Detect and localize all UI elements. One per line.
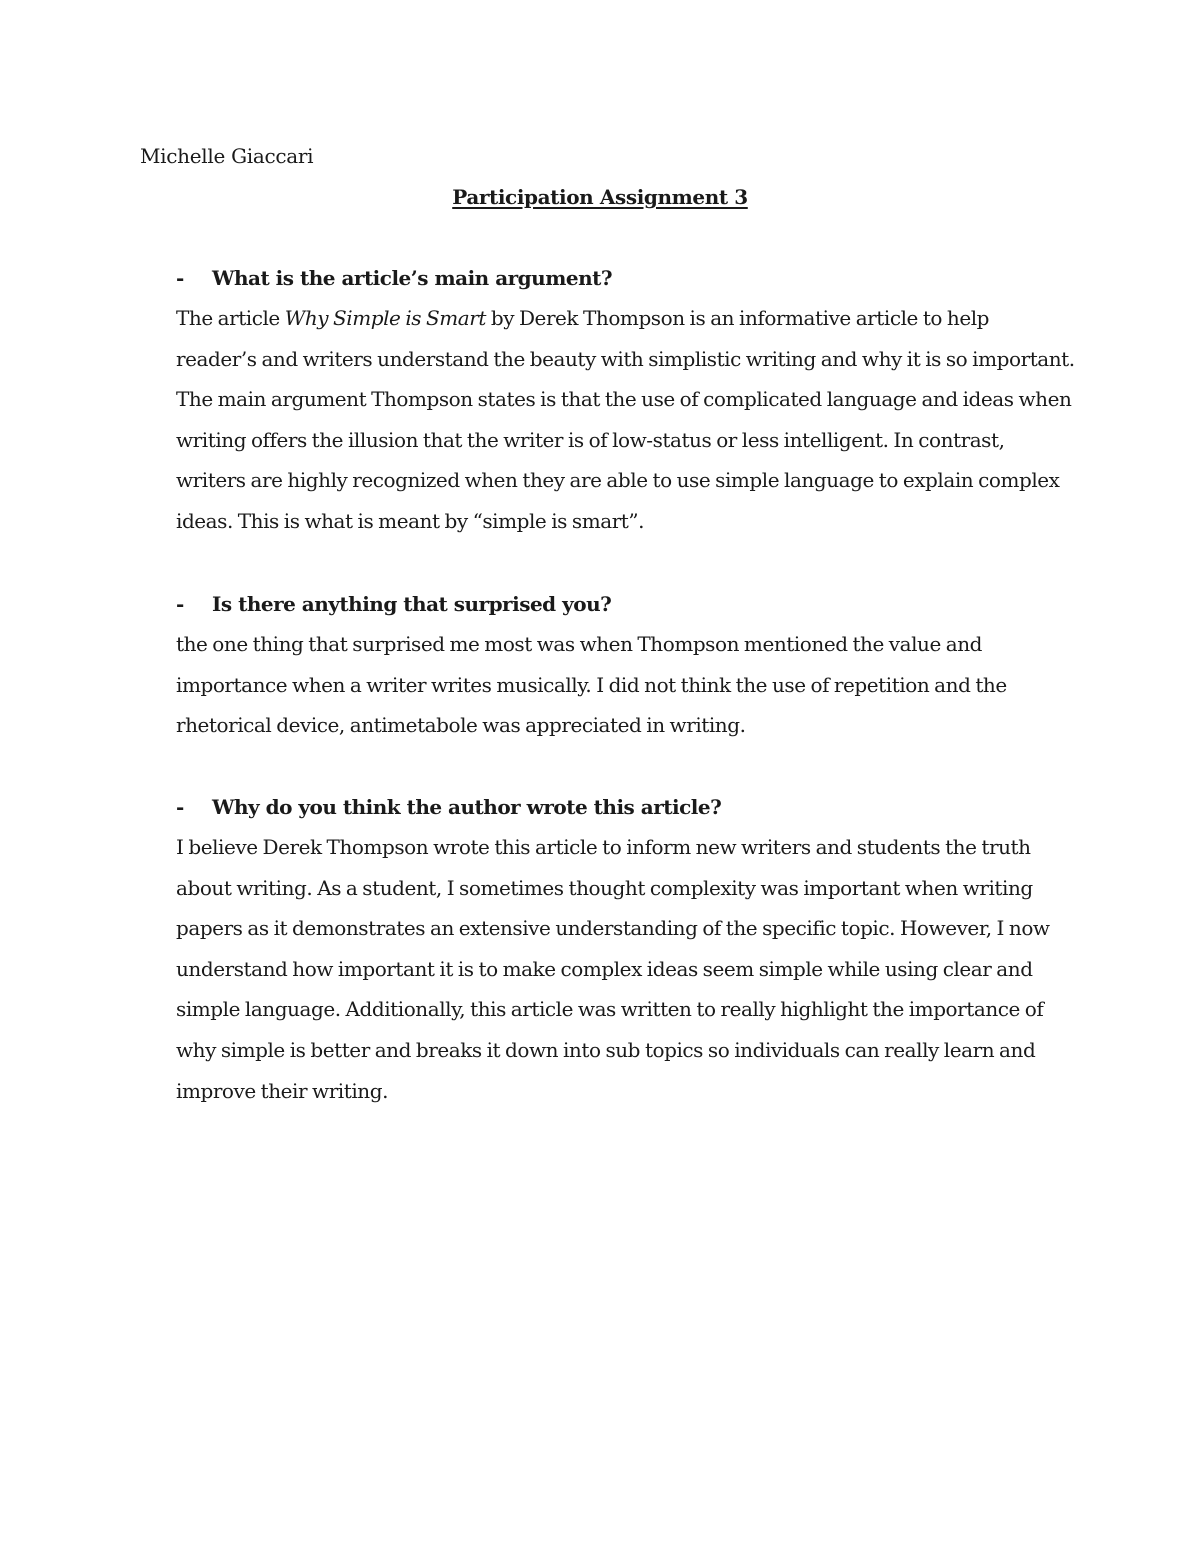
- answer-line: writers are highly recognized when they are able to use simple language to explain complex: [176, 468, 1060, 493]
- author-name: Michelle Giaccari: [140, 144, 314, 168]
- answer-line: simple language. Additionally, this article was written to really highlight the importance of: [176, 997, 1044, 1022]
- answer-line: ideas. This is what is meant by “simple is smart”.: [176, 508, 645, 533]
- bullet-dash: -: [176, 795, 184, 819]
- bullet-dash: -: [176, 592, 184, 616]
- section-main-argument: [176, 264, 1076, 548]
- question-heading: [176, 264, 1076, 304]
- question-text: Is there anything that surprised you?: [212, 592, 612, 616]
- answer-line: writing offers the illusion that the writer is of low-status or less intelligent. In contrast,: [176, 427, 1005, 452]
- page-title-text: Participation Assignment 3: [452, 185, 748, 209]
- answer-line: the one thing that surprised me most was when Thompson mentioned the value and: [176, 632, 983, 656]
- answer-text: The article: [176, 306, 285, 330]
- question-text: Why do you think the author wrote this article?: [212, 795, 722, 819]
- answer-paragraph: [176, 833, 1076, 1117]
- article-title-italic: Why Simple is Smart: [284, 306, 486, 330]
- answer-line: I believe Derek Thompson wrote this article to inform new writers and students the truth: [176, 835, 1031, 859]
- section-author-purpose: [176, 793, 1076, 1117]
- question-heading: [176, 590, 1076, 630]
- answer-line: reader’s and writers understand the beauty with simplistic writing and why it is so important.: [176, 346, 1075, 371]
- answer-line: rhetorical device, antimetabole was appreciated in writing.: [176, 713, 746, 738]
- answer-line: [176, 304, 1076, 345]
- answer-line: understand how important it is to make complex ideas seem simple while using clear and: [176, 956, 1033, 981]
- answer-text: by Derek Thompson is an informative article to help: [485, 306, 990, 330]
- answer-line: importance when a writer writes musically. I did not think the use of repetition and the: [176, 672, 1007, 697]
- answer-line: The main argument Thompson states is that the use of complicated language and ideas when: [176, 387, 1072, 412]
- question-text: What is the article’s main argument?: [212, 266, 613, 290]
- answer-line: why simple is better and breaks it down into sub topics so individuals can really learn and: [176, 1037, 1036, 1062]
- question-heading: [176, 793, 1076, 833]
- page-title: [0, 183, 1200, 211]
- answer-line: papers as it demonstrates an extensive understanding of the specific topic. However, I now: [176, 916, 1050, 941]
- answer-line: about writing. As a student, I sometimes thought complexity was important when writing: [176, 875, 1033, 900]
- bullet-dash: -: [176, 266, 184, 290]
- answer-line: improve their writing.: [176, 1078, 388, 1103]
- answer-paragraph: [176, 630, 1076, 752]
- answer-paragraph: [176, 304, 1076, 548]
- section-surprise: [176, 590, 1076, 752]
